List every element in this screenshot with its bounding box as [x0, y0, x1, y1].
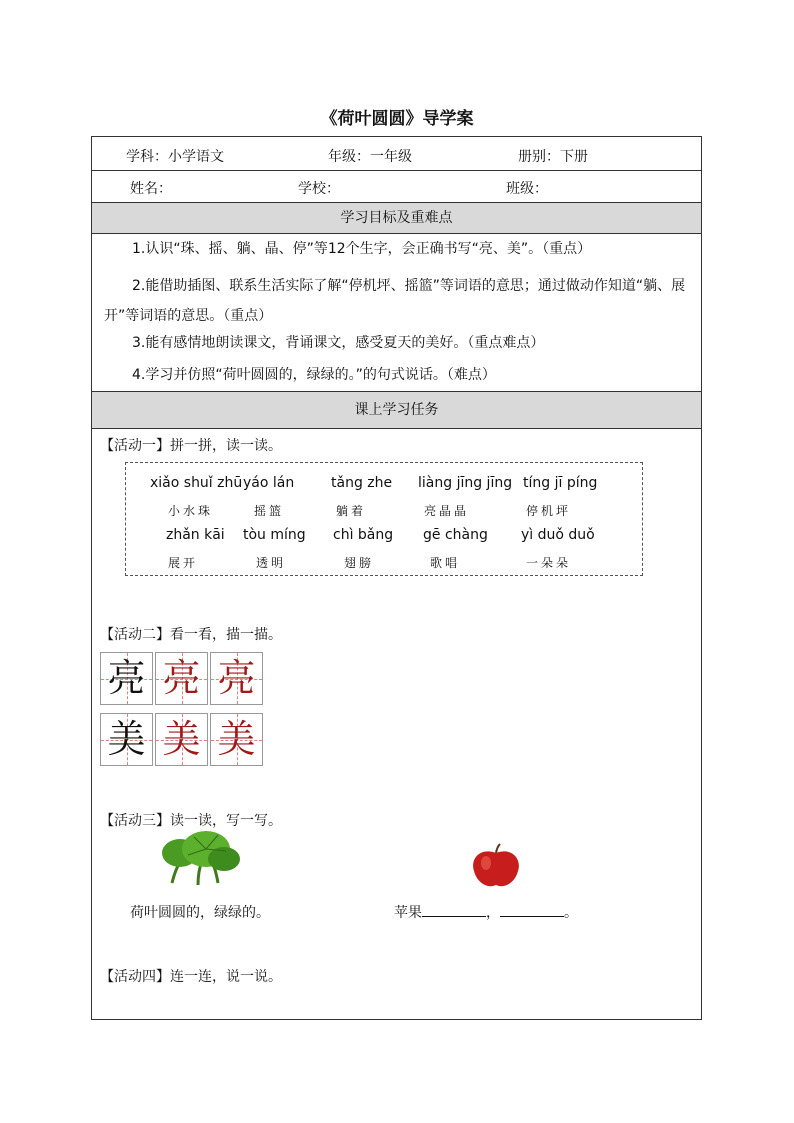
example-sentence: 荷叶圆圆的，绿绿的。 — [130, 905, 270, 921]
objectives-heading: 学习目标及重难点 — [92, 202, 701, 234]
pinyin: tíng jī píng — [523, 475, 598, 491]
model-char: 美 — [107, 717, 146, 761]
hanzi-word: 停机坪 — [526, 504, 572, 518]
grade-field: 年级：一年级 — [328, 149, 412, 165]
trace-char: 亮 — [162, 656, 201, 700]
hanzi-word: 躺着 — [336, 504, 367, 518]
trace-grid-cell[interactable] — [210, 652, 263, 705]
hanzi-word: 透明 — [256, 556, 287, 570]
activity4-label: 【活动四】连一连，说一说。 — [100, 969, 282, 985]
pinyin: chì bǎng — [333, 527, 394, 543]
pinyin: tòu míng — [243, 527, 306, 543]
pinyin: liàng jīng jīng — [418, 475, 513, 491]
hanzi-word: 小水珠 — [168, 504, 214, 518]
answer-blank-1[interactable] — [422, 902, 486, 917]
hanzi-word: 歌唱 — [430, 556, 461, 570]
class-field: 班级： — [506, 181, 548, 197]
trace-char: 亮 — [217, 656, 256, 700]
activity3-label: 【活动三】读一读，写一写。 — [100, 813, 282, 829]
pinyin: zhǎn kāi — [166, 527, 225, 543]
answer-blank-2[interactable] — [500, 902, 564, 917]
objective-item: 3.能有感情地朗读课文，背诵课文，感受夏天的美好。（重点难点） — [132, 335, 545, 351]
trace-grid-cell[interactable] — [155, 652, 208, 705]
divider — [92, 170, 701, 171]
pinyin: xiǎo shuǐ zhū — [150, 475, 243, 491]
hanzi-word: 亮晶晶 — [424, 504, 470, 518]
separator: ， — [486, 905, 500, 921]
pinyin: tǎng zhe — [331, 475, 393, 491]
objective-item: 2.能借助插图、联系生活实际了解“停机坪、摇篮”等词语的意思；通过做动作知道“躺、展开”等词语的意思。（重点） — [104, 278, 686, 324]
trace-grid-cell[interactable] — [155, 713, 208, 766]
end-mark: 。 — [564, 905, 578, 921]
hanzi-word: 一朵朵 — [526, 556, 572, 570]
apple-image — [470, 843, 522, 889]
trace-grid-cell[interactable] — [100, 652, 153, 705]
pinyin: gē chàng — [423, 527, 488, 543]
objective-item: 4.学习并仿照“荷叶圆圆的，绿绿的。”的句式说话。（难点） — [132, 367, 496, 383]
hanzi-word: 摇篮 — [254, 504, 285, 518]
model-char: 亮 — [107, 656, 146, 700]
prompt-word: 苹果 — [394, 905, 422, 921]
objective-item: 1.认识“珠、摇、躺、晶、停”等12个生字，会正确书写“亮、美”。（重点） — [132, 241, 592, 257]
trace-grid-cell[interactable] — [100, 713, 153, 766]
subject-field: 学科：小学语文 — [126, 149, 224, 165]
lotus-leaf-image — [158, 827, 242, 885]
worksheet-table — [91, 136, 702, 1020]
activity1-label: 【活动一】拼一拼，读一读。 — [100, 438, 282, 454]
trace-char: 美 — [217, 717, 256, 761]
pinyin-box — [125, 462, 643, 576]
pinyin: yáo lán — [243, 475, 295, 491]
page-title: 《荷叶圆圆》导学案 — [320, 109, 474, 129]
hanzi-word: 翅膀 — [344, 556, 375, 570]
pinyin: yì duǒ duǒ — [521, 527, 595, 543]
hanzi-word: 展开 — [168, 556, 199, 570]
trace-char: 美 — [162, 717, 201, 761]
school-field: 学校： — [298, 181, 340, 197]
trace-grid-cell[interactable] — [210, 713, 263, 766]
volume-field: 册别：下册 — [518, 149, 588, 165]
name-field: 姓名： — [130, 181, 172, 197]
activity2-label: 【活动二】看一看，描一描。 — [100, 627, 282, 643]
fill-in-sentence — [394, 902, 578, 922]
tasks-heading: 课上学习任务 — [92, 391, 701, 429]
